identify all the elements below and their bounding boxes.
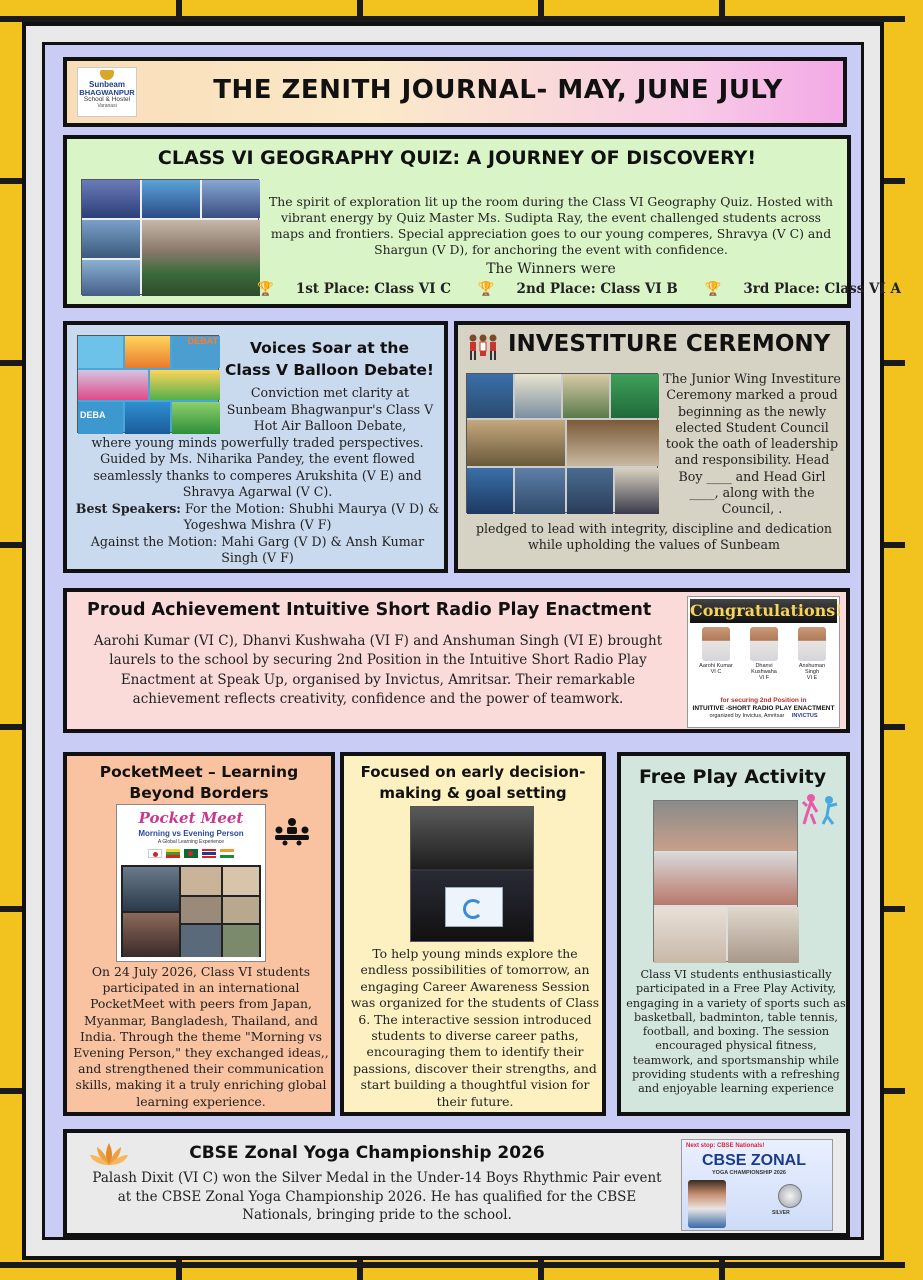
flag-row <box>131 849 251 859</box>
pocketmeet-poster <box>116 804 266 962</box>
freeplay-body: Class VI students enthusiastically participated in a Free Play Activity, engaging in a variety of sports such as basketball, badminton, table tennis, football, and boxing. The session encouraged physical fitness, teamwork, and sportsmanship while providing students with a refreshing and enjoyable learning experience <box>626 968 846 1096</box>
medal-icon <box>778 1184 802 1208</box>
career-session-photo <box>410 806 534 942</box>
best-against-motion: Against the Motion: Mahi Garg (V D) & Ansh Kumar Singh (V F) <box>90 533 425 565</box>
best-speakers-label: Best Speakers: <box>75 500 181 516</box>
yoga-poster-subtitle: YOGA CHAMPIONSHIP 2026 <box>712 1170 786 1176</box>
free-play-section <box>617 752 850 1116</box>
geography-photo-collage <box>81 179 259 295</box>
debate-intro-a: Conviction met clarity at <box>250 385 410 400</box>
freeplay-photo-collage <box>653 800 798 962</box>
debate-body <box>75 385 440 567</box>
geography-quiz-section <box>63 135 902 308</box>
investiture-body: The Junior Wing Investiture Ceremony marked a proud beginning as the newly elected Student Council took the oath of leadership and responsibility. Head Boy ____ and Head Girl ____, along with the Council, . <box>663 371 841 517</box>
student-name: Aarohi Kumar <box>699 663 733 669</box>
student-class: VI E <box>806 675 818 681</box>
debate-title-line2: Class V Balloon Debate! <box>225 361 434 379</box>
debate-banner-text: DEBAT <box>172 336 220 368</box>
poster-organizer <box>692 713 835 719</box>
yoga-poster <box>681 1139 833 1231</box>
student-name: Dhanvi Kushwaha <box>751 663 777 675</box>
poster-tag: A Global Learning Experience <box>157 839 225 845</box>
children-icon <box>466 333 500 363</box>
student-class: VI F <box>758 675 770 681</box>
logo-city: Varanasi <box>97 103 117 110</box>
yoga-title: CBSE Zonal Yoga Championship 2026 <box>189 1143 545 1163</box>
trophy-icon: 🏆 <box>704 281 722 297</box>
balloon-debate-section <box>63 321 448 573</box>
congratulations-poster <box>687 596 843 728</box>
trophy-icon: 🏆 <box>257 281 274 297</box>
invictus-brand: INVICTUS <box>791 713 818 719</box>
journal-title: THE ZENITH JOURNAL- MAY, JUNE JULY <box>213 75 783 105</box>
yoga-body: Palash Dixit (VI C) won the Silver Medal in the Under-14 Boys Rhythmic Pair event at the CBSE Zonal Yoga Championship 2026. He has qualified for the CBSE Nationals, bringing pride to the school. <box>92 1170 662 1223</box>
pocketmeet-body: On 24 July 2026, Class VI students participated in an international PocketMeet with peers from Japan, Myanmar, Bangladesh, Thailand, and India. Through the theme "Morning vs Evening Person," they exchanged ideas,, and strengthened their communication skills, making it a truly enriching global learning experience. <box>73 964 329 1109</box>
yoga-poster-title: CBSE ZONAL <box>702 1152 806 1169</box>
poster-line3: organized by Invictus, Amritsar <box>709 713 785 719</box>
investiture-section <box>454 321 850 573</box>
pocketmeet-title-line2: Beyond Borders <box>129 784 269 802</box>
logo-sub: School & Hostel <box>83 96 131 104</box>
debate-body-text: where young minds powerfully traded perspectives. Guided by Ms. Niharika Pandey, the event flowed seamlessly thanks to comperes Arukshita (V E) and Shravya Agarwal (V C). <box>91 434 424 499</box>
student-avatar <box>798 627 826 661</box>
winner-first: 🏆 1st Place: Class VI C <box>257 281 452 297</box>
yoga-poster-medal: SILVER <box>772 1210 790 1216</box>
career-title <box>344 762 602 804</box>
poster-subtitle: Morning vs Evening Person <box>138 829 244 838</box>
student-photo <box>792 627 832 681</box>
poster-line1: for securing 2nd Position in <box>720 697 807 704</box>
yoga-championship-section <box>63 1129 850 1237</box>
radio-play-section <box>63 588 850 733</box>
logo-name: Sunbeam <box>88 80 125 89</box>
geography-body: The spirit of exploration lit up the room during the Class VI Geography Quiz. Hosted with vibrant energy by Quiz Master Ms. Sudipta Ray, the event challenged students across maps and frontiers. Special appreciation goes to our young comperes, Shravya (V C) and Shargun (V D), for anchoring the event with confidence. <box>268 194 834 257</box>
student-avatar <box>702 627 730 661</box>
kids-playing-icon <box>801 792 841 830</box>
student-avatar <box>750 627 778 661</box>
winner-second: 🏆 2nd Place: Class VI B <box>477 281 678 297</box>
poster-caption <box>692 697 835 713</box>
radio-body: Aarohi Kumar (VI C), Dhanvi Kushwaha (VI F) and Anshuman Singh (VI E) brought laurels to the school by securing 2nd Position in the Intuitive Short Radio Play Enactment at Speak Up, organised by Invictus, Amritsar. Their remarkable achievement reflects creativity, confidence and the power of teamwork. <box>93 633 663 707</box>
investiture-title: INVESTITURE CEREMONY <box>508 331 831 357</box>
investiture-photo-collage <box>466 373 658 513</box>
debate-title <box>217 337 442 381</box>
career-body: To help young minds explore the endless possibilities of tomorrow, an engaging Career Awareness Session was organized for the students of Class 6. The interactive session introduced students to diverse career paths, encouraging them to identify their passions, discover their strengths, and start building a thoughtful vision for their future. <box>350 946 600 1109</box>
student-photo <box>744 627 784 681</box>
freeplay-title: Free Play Activity <box>639 766 827 788</box>
winner-third: 🏆 3rd Place: Class VI A <box>704 281 902 297</box>
trophy-icon: 🏆 <box>477 281 495 297</box>
radio-title: Proud Achievement Intuitive Short Radio Play Enactment <box>87 600 652 620</box>
student-class: VI C <box>710 669 722 675</box>
debate-intro-c: Hot Air Balloon Debate, <box>253 418 407 433</box>
debate-intro-b: Sunbeam Bhagwanpur's Class V <box>226 401 434 417</box>
poster-line2: INTUITIVE -SHORT RADIO PLAY ENACTMENT <box>692 705 835 712</box>
masthead <box>63 57 847 127</box>
career-title-line2: making & goal setting <box>379 784 567 802</box>
debate-title-line1: Voices Soar at the <box>250 339 409 357</box>
poster-heading: Congratulations! <box>690 599 837 623</box>
pocketmeet-section <box>63 752 335 1116</box>
student-name: Anshuman Singh <box>798 663 826 675</box>
winners-list <box>257 281 902 297</box>
school-logo <box>77 67 137 117</box>
crest-icon <box>100 70 114 80</box>
poster-title: Pocket Meet <box>138 809 244 827</box>
yoga-poster-kicker: Next stop: CBSE Nationals! <box>686 1143 765 1149</box>
student-photo <box>696 627 736 675</box>
pocketmeet-title <box>67 762 331 804</box>
winners-heading: The Winners were <box>486 261 616 277</box>
logo-campus: BHAGWANPUR <box>79 88 135 98</box>
debate-banner-text-2: DEBA <box>78 402 123 434</box>
career-awareness-section <box>340 752 606 1116</box>
video-call-grid <box>121 865 261 957</box>
meeting-icon <box>273 816 311 850</box>
investiture-footer: pledged to lead with integrity, discipline and dedication while upholding the values of Sunbeam <box>475 521 833 553</box>
student-avatar <box>688 1180 726 1228</box>
career-title-line1: Focused on early decision- <box>360 763 586 781</box>
geography-title: CLASS VI GEOGRAPHY QUIZ: A JOURNEY OF DISCOVERY! <box>157 147 757 169</box>
pocketmeet-title-line1: PocketMeet – Learning <box>99 763 299 781</box>
best-for-motion: For the Motion: Shubhi Maurya (V D) & Yogeshwa Mishra (V F) <box>183 500 440 532</box>
